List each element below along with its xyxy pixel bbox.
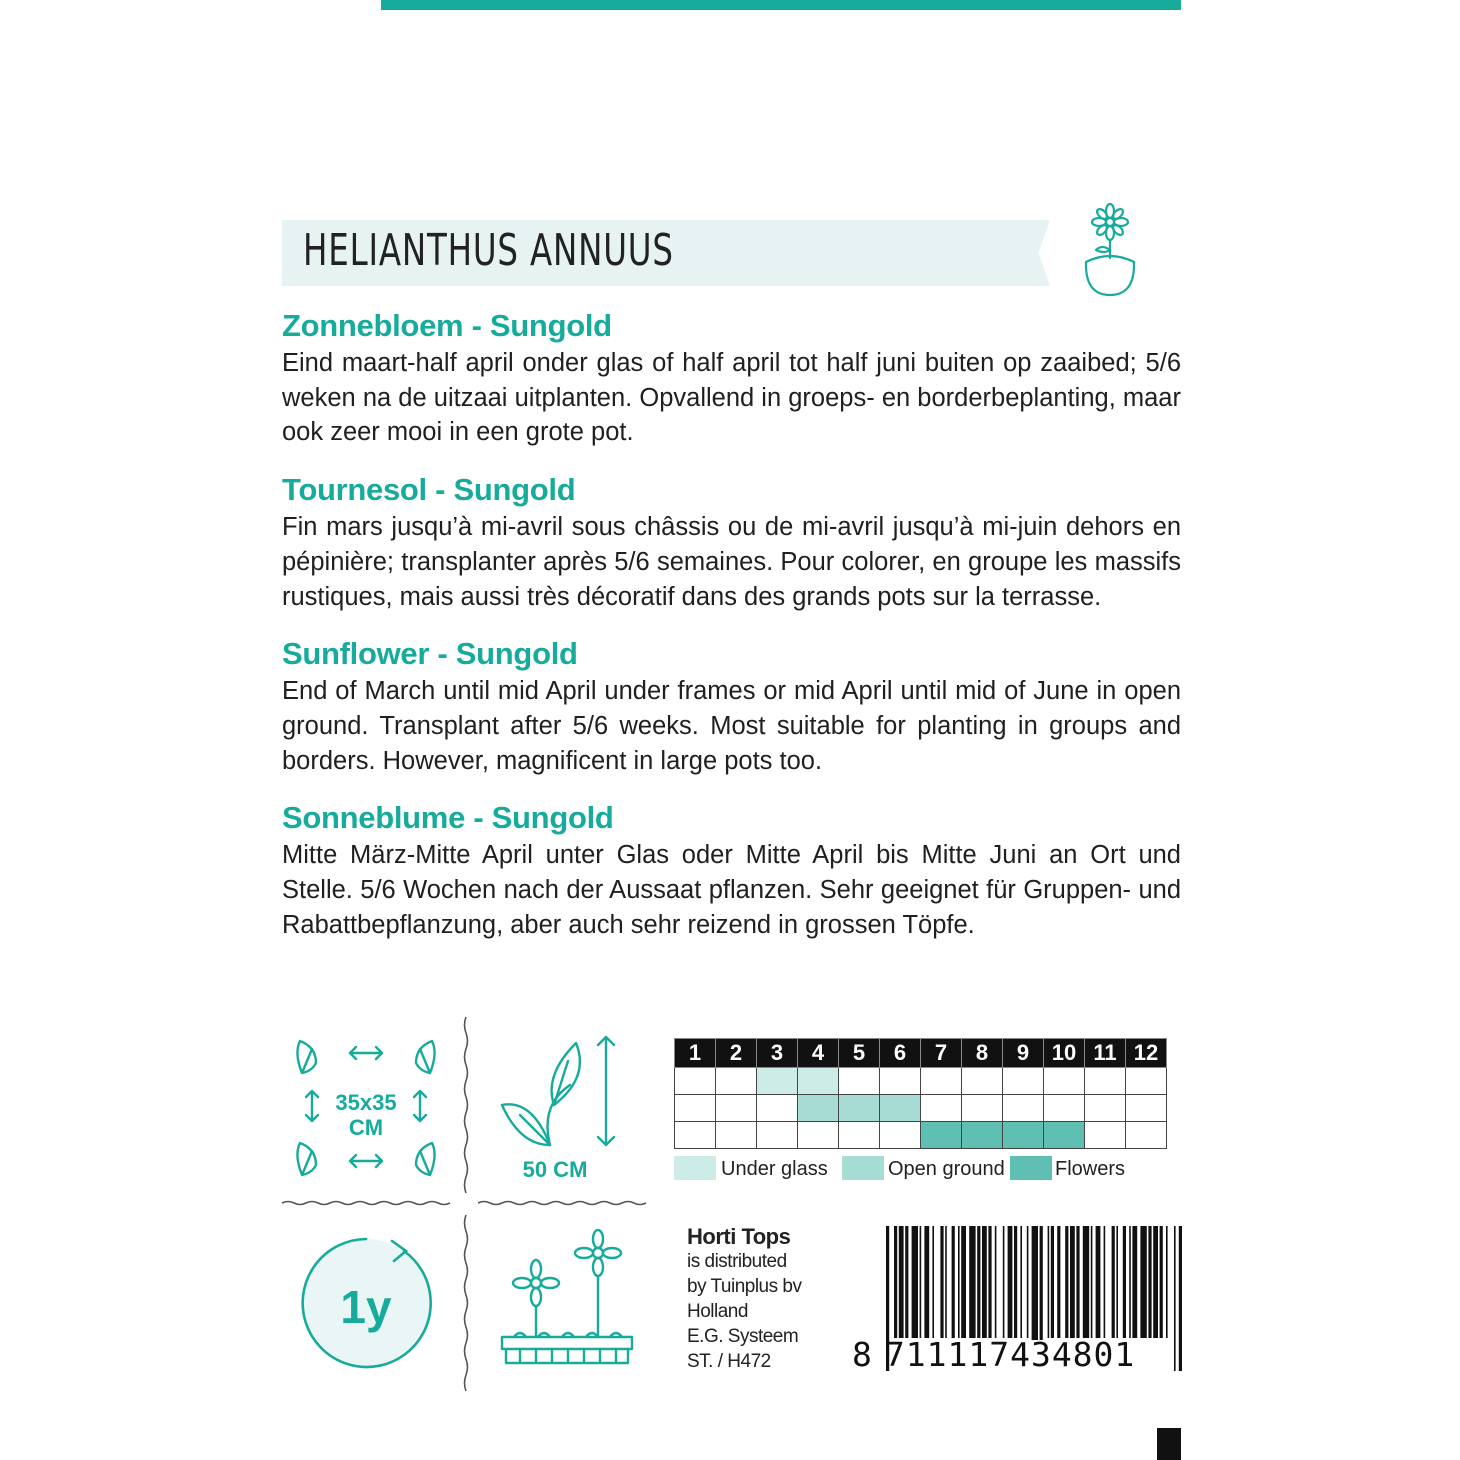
barcode-bar — [924, 1226, 929, 1338]
barcode-digits: 711117434801 — [884, 1335, 1136, 1374]
section-text: Eind maart-half april onder glas of half april tot half juni buiten op zaaibed; 5/6 weken na de uitzaai uitplanten. Opvallend in groeps- en borderbeplanting, maar ook zeer mooi in een grote pot. — [282, 349, 1181, 447]
calendar-month-12: 12 — [1126, 1039, 1167, 1068]
spacing-label: 35x35 — [335, 1090, 397, 1115]
calendar-row-flowers — [675, 1122, 1167, 1149]
barcode-bar — [977, 1226, 980, 1338]
calendar-cell — [962, 1095, 1003, 1122]
calendar-cell — [921, 1122, 962, 1149]
distributor-line: E.G. Systeem — [687, 1326, 799, 1347]
legend-label-under-glass: Under glass — [721, 1158, 828, 1180]
barcode-bar — [932, 1226, 934, 1338]
calendar-month-1: 1 — [675, 1039, 716, 1068]
barcode-bar — [958, 1226, 960, 1338]
barcode-bar — [1091, 1226, 1093, 1338]
horizontal-divider — [282, 1202, 450, 1205]
calendar-month-4: 4 — [798, 1039, 839, 1068]
top-accent-bar — [381, 0, 1181, 10]
seedling-tray-icon — [502, 1230, 632, 1363]
calendar-month-11: 11 — [1085, 1039, 1126, 1068]
barcode-bar — [1174, 1226, 1176, 1371]
calendar-cell — [757, 1122, 798, 1149]
barcode-bar — [1112, 1226, 1115, 1338]
distributor-line: ST. / H472 — [687, 1351, 771, 1372]
barcode-bar — [982, 1226, 987, 1338]
flower-pot-icon — [1080, 200, 1140, 300]
calendar-cell — [716, 1095, 757, 1122]
barcode-bar — [1129, 1226, 1131, 1338]
calendar-cell — [1126, 1122, 1167, 1149]
calendar-body — [675, 1068, 1167, 1149]
barcode-bar — [1166, 1226, 1168, 1338]
section-title: Zonnebloem - Sungold — [282, 308, 612, 343]
barcode-bar — [1140, 1226, 1146, 1338]
barcode-bar — [940, 1226, 943, 1338]
calendar-month-8: 8 — [962, 1039, 1003, 1068]
horizontal-divider — [478, 1202, 646, 1205]
calendar-month-7: 7 — [921, 1039, 962, 1068]
sowing-calendar — [674, 1038, 1167, 1149]
spacing-unit: CM — [348, 1115, 384, 1140]
latin-name: HELIANTHUS ANNUUS — [303, 225, 674, 276]
calendar-cell — [839, 1122, 880, 1149]
barcode-bar — [1153, 1226, 1158, 1338]
barcode-number — [852, 1335, 1135, 1374]
section-text: End of March until mid April under frames or mid April until mid of June in open ground. Transplant after 5/6 weeks. Most suitable for planting in groups and borders. However, magnificent in large pots too. — [282, 677, 1181, 775]
barcode-first-digit: 8 — [852, 1335, 873, 1374]
calendar-cell — [1126, 1068, 1167, 1095]
calendar-month-5: 5 — [839, 1039, 880, 1068]
calendar-cell — [1085, 1122, 1126, 1149]
calendar-cell — [962, 1122, 1003, 1149]
section-title: Sunflower - Sungold — [282, 636, 578, 672]
barcode-bar — [1132, 1226, 1137, 1338]
barcode-bar — [995, 1226, 997, 1338]
calendar-cell — [921, 1068, 962, 1095]
barcode-bar — [969, 1226, 975, 1338]
brand-name: Horti Tops — [687, 1224, 791, 1249]
legend-swatch-flowers — [1010, 1156, 1052, 1180]
calendar-cell — [757, 1095, 798, 1122]
calendar-cell — [921, 1095, 962, 1122]
distributor-line: Holland — [687, 1301, 748, 1322]
barcode-bar — [1057, 1226, 1060, 1338]
legend-swatch-open-ground — [842, 1156, 884, 1180]
height-label: 50 CM — [522, 1157, 588, 1182]
corner-marker — [1157, 1428, 1181, 1460]
barcode-bar — [1048, 1226, 1050, 1338]
distributor-info — [687, 1224, 801, 1374]
calendar-legend — [674, 1156, 1194, 1186]
plant-height-icon — [502, 1037, 614, 1145]
distributor-line: by Tuinplus bv — [687, 1276, 802, 1297]
calendar-cell — [880, 1122, 921, 1149]
barcode-bar — [912, 1226, 918, 1338]
legend-label-open-ground: Open ground — [888, 1158, 1005, 1180]
calendar-month-2: 2 — [716, 1039, 757, 1068]
barcode-bar — [1179, 1226, 1182, 1371]
calendar-row-open-ground — [675, 1095, 1167, 1122]
barcode-bar — [988, 1226, 991, 1338]
calendar-cell — [1085, 1068, 1126, 1095]
barcode-bar — [1076, 1226, 1079, 1338]
vertical-divider — [465, 1215, 468, 1391]
barcode-bar — [1148, 1226, 1151, 1338]
calendar-cell — [1044, 1122, 1085, 1149]
barcode-bar — [1096, 1226, 1101, 1338]
calendar-cell — [1085, 1095, 1126, 1122]
calendar-cell — [1003, 1095, 1044, 1122]
calendar-row-under-glass — [675, 1068, 1167, 1095]
barcode-bar — [1051, 1226, 1054, 1338]
calendar-cell — [798, 1122, 839, 1149]
barcode-bar — [1083, 1226, 1089, 1338]
barcode-bar — [1027, 1226, 1029, 1338]
legend-label-flowers: Flowers — [1055, 1158, 1126, 1180]
icon-panel — [280, 1015, 660, 1395]
barcode-bar — [1065, 1226, 1068, 1338]
calendar-cell — [1044, 1095, 1085, 1122]
barcode-bar — [1123, 1226, 1126, 1338]
barcode-bar — [1003, 1226, 1005, 1338]
calendar-cell — [757, 1068, 798, 1095]
section-text: Mitte März-Mitte April unter Glas oder Mitte April bis Mitte Juni an Ort und Stelle. 5/6 Wochen nach der Aussaat pflanzen. Sehr geeignet für Gruppen- und Rabattbepflanzung, aber auch sehr reizend in grossen Töpfe. — [282, 841, 1181, 939]
calendar-cell — [880, 1095, 921, 1122]
barcode-bar — [1008, 1226, 1013, 1338]
calendar-cell — [675, 1095, 716, 1122]
barcode-bar — [952, 1226, 955, 1338]
calendar-cell — [675, 1068, 716, 1095]
calendar-cell — [675, 1122, 716, 1149]
calendar-cell — [1003, 1068, 1044, 1095]
barcode-bar — [1014, 1226, 1017, 1338]
barcode-bar — [1104, 1226, 1106, 1338]
barcode-bar — [961, 1226, 966, 1338]
section-french — [282, 470, 1181, 614]
calendar-cell — [798, 1095, 839, 1122]
section-english — [282, 634, 1181, 778]
calendar-cell — [716, 1122, 757, 1149]
barcode-bar — [1020, 1226, 1022, 1338]
calendar-month-9: 9 — [1003, 1039, 1044, 1068]
legend-swatch-under-glass — [674, 1156, 716, 1180]
calendar-cell — [839, 1068, 880, 1095]
calendar-cell — [880, 1068, 921, 1095]
section-german — [282, 798, 1181, 942]
barcode-bar — [1160, 1226, 1163, 1338]
calendar-cell — [1044, 1068, 1085, 1095]
barcode-bar — [905, 1226, 908, 1338]
barcode-bar — [899, 1226, 904, 1338]
distributor-line: is distributed — [687, 1251, 787, 1272]
barcode-bar — [1116, 1226, 1118, 1338]
section-title: Sonneblume - Sungold — [282, 800, 614, 836]
barcode-bar — [894, 1226, 897, 1338]
section-title: Tournesol - Sungold — [282, 472, 576, 508]
calendar-month-6: 6 — [880, 1039, 921, 1068]
calendar-cell — [1003, 1122, 1044, 1149]
calendar-cell — [962, 1068, 1003, 1095]
calendar-cell — [716, 1068, 757, 1095]
vertical-divider — [465, 1017, 468, 1193]
calendar-cell — [839, 1095, 880, 1122]
description-sections — [282, 306, 1181, 962]
calendar-month-10: 10 — [1044, 1039, 1085, 1068]
section-text: Fin mars jusqu’à mi-avril sous châssis ou de mi-avril jusqu’à mi-juin dehors en pépinière; transplanter après 5/6 semaines. Pour colorer, en groupe les massifs rustiques, mais aussi très décoratif dans des grands pots sur la terrasse. — [282, 513, 1181, 611]
barcode-bar — [920, 1226, 922, 1338]
lifecycle-label: 1y — [340, 1281, 392, 1333]
calendar-month-3: 3 — [757, 1039, 798, 1068]
section-dutch — [282, 306, 1181, 450]
barcode-bar — [945, 1226, 947, 1338]
calendar-month-header — [675, 1039, 1167, 1068]
calendar-cell — [798, 1068, 839, 1095]
barcode-bar — [1070, 1226, 1075, 1338]
calendar-cell — [1126, 1095, 1167, 1122]
